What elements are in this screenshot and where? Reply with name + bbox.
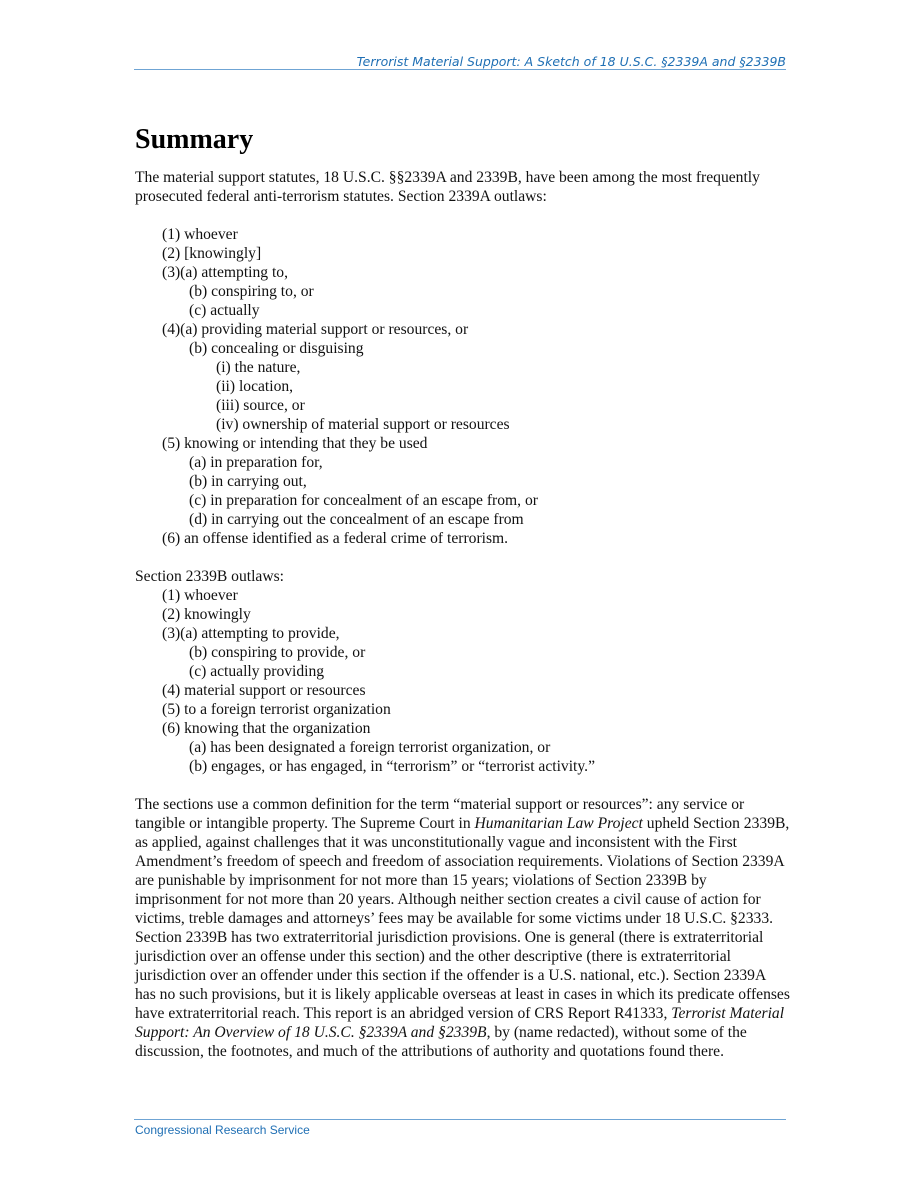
list-item: (a) has been designated a foreign terrorist organization, or — [189, 739, 551, 756]
list-item: (2) knowingly — [162, 606, 251, 623]
spacer — [135, 548, 790, 567]
footer-rule — [134, 1119, 786, 1120]
list-item: (c) actually providing — [189, 663, 325, 680]
section-2339b-elements — [135, 586, 790, 776]
list-item: (d) in carrying out the concealment of an escape from — [189, 511, 524, 528]
list-item: (iv) ownership of material support or resources — [216, 416, 510, 433]
list-item: (b) conspiring to, or — [189, 283, 314, 300]
list-item: (4)(a) providing material support or resources, or — [162, 321, 469, 338]
spacer — [135, 206, 790, 225]
report-title: Terrorist Material Support: An Overview of 18 U.S.C. §2339A and §2339B — [135, 1005, 785, 1041]
spacer — [135, 776, 790, 795]
list-item: (3)(a) attempting to provide, — [162, 625, 340, 642]
list-item: (c) in preparation for concealment of an escape from, or — [189, 492, 538, 509]
list-item: (b) concealing or disguising — [189, 340, 364, 357]
list-item: (1) whoever — [162, 587, 238, 604]
closing-text-2: upheld Section 2339B, as applied, against challenges that it was unconstitutionally vague and inconsistent with the First Amendment’s freedom of speech and freedom of association requirements. Violations of Section 2339A are punishable by imprisonment for not more than 15 years; violations of Section 2339B by imprisonment for not more than 20 years. Although neither section creates a civil cause of action for victims, treble damages and attorneys’ fees may be available for some victims under 18 U.S.C. §2333. Section 2339B has two extraterritorial jurisdiction provisions. One is general (there is extraterritorial jurisdiction over an offense under this section) and the other descriptive (there is extraterritorial jurisdiction over an offender under this section if the offender is a U.S. national, etc.). Section 2339A has no such provisions, but it is likely applicable overseas at least in cases in which its predicate offenses have extraterritorial reach. This report is an abridged version of CRS Report R41333, — [135, 815, 790, 1022]
list-item: (b) in carrying out, — [189, 473, 307, 490]
page-title: Summary — [135, 124, 254, 155]
list-item: (3)(a) attempting to, — [162, 264, 289, 281]
list-item: (ii) location, — [216, 378, 294, 395]
header-rule — [134, 69, 786, 70]
list-item: (b) engages, or has engaged, in “terrorism” or “terrorist activity.” — [189, 758, 595, 775]
footer-org: Congressional Research Service — [135, 1123, 310, 1137]
list-item: (4) material support or resources — [162, 682, 366, 699]
closing-text-3: , by (name redacted), without some of the discussion, the footnotes, and much of the attributions of authority and quotations found there. — [135, 1024, 747, 1060]
summary-body — [135, 168, 790, 1061]
closing-text-1: The sections use a common definition for the term “material support or resources”: any service or tangible or intangible property. The Supreme Court in — [135, 796, 745, 832]
list-item: (6) an offense identified as a federal crime of terrorism. — [162, 530, 509, 547]
list-item: (i) the nature, — [216, 359, 301, 376]
list-item: (iii) source, or — [216, 397, 305, 414]
intro-paragraph: The material support statutes, 18 U.S.C. §§2339A and 2339B, have been among the most frequently prosecuted federal anti-terrorism statutes. Section 2339A outlaws: — [135, 169, 760, 205]
list-item: (1) whoever — [162, 226, 238, 243]
list-item: (5) to a foreign terrorist organization — [162, 701, 391, 718]
closing-paragraph — [135, 795, 790, 1061]
section-2339b-intro: Section 2339B outlaws: — [135, 568, 285, 585]
case-name: Humanitarian Law Project — [474, 815, 643, 832]
section-2339a-elements — [135, 225, 790, 548]
list-item: (c) actually — [189, 302, 260, 319]
list-item: (b) conspiring to provide, or — [189, 644, 366, 661]
running-header: Terrorist Material Support: A Sketch of 18 U.S.C. §2339A and §2339B — [356, 54, 786, 69]
list-item: (2) [knowingly] — [162, 245, 262, 262]
list-item: (a) in preparation for, — [189, 454, 323, 471]
list-item: (6) knowing that the organization — [162, 720, 371, 737]
list-item: (5) knowing or intending that they be used — [162, 435, 428, 452]
